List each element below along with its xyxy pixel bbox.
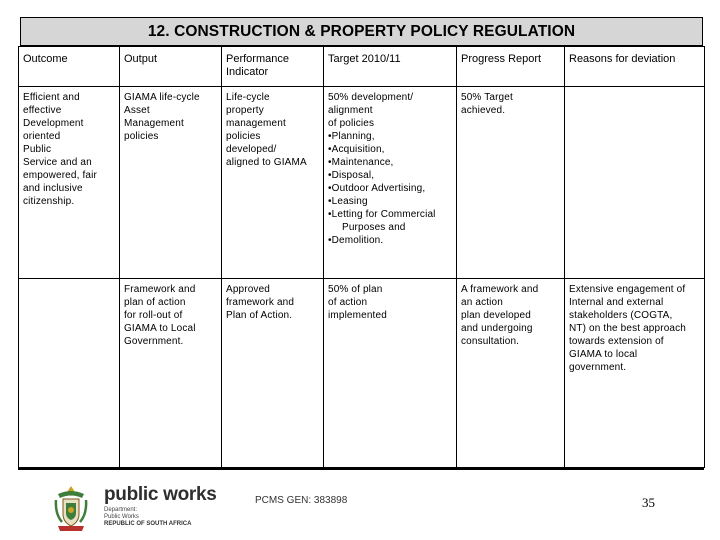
cell-text-line: aligned to GIAMA (226, 157, 307, 168)
cell-text-line: and inclusive (23, 183, 83, 194)
cell-text-line: Approved (226, 284, 271, 295)
cell-indicator (222, 87, 324, 279)
header-indicator-line: Performance (226, 53, 289, 65)
cell-text-line: Extensive engagement of (569, 284, 686, 295)
cell-text-line: plan developed (461, 310, 531, 321)
cell-progress (457, 87, 565, 279)
cell-text-line: and undergoing (461, 323, 533, 334)
cell-text-line: Management (124, 118, 184, 129)
cell-target (324, 87, 457, 279)
slide-title: 12. CONSTRUCTION & PROPERTY POLICY REGULATION (20, 17, 703, 46)
cell-text-line: Internal and external (569, 297, 664, 308)
header-row (19, 47, 705, 87)
cell-text-line: •Maintenance, (328, 157, 394, 168)
cell-text-line: •Demolition. (328, 235, 384, 246)
cell-text-line: property (226, 105, 264, 116)
cell-text-line: 50% Target (461, 92, 513, 103)
cell-text-line: developed/ (226, 144, 277, 155)
cell-output (120, 87, 222, 279)
table-row (19, 279, 705, 468)
cell-text-line: an action (461, 297, 503, 308)
cell-target (324, 279, 457, 468)
cell-text-line: A framework and (461, 284, 539, 295)
coat-of-arms-icon (52, 484, 90, 534)
header-target: Target 2010/11 (324, 47, 457, 87)
cell-text-line: Framework and (124, 284, 196, 295)
cell-text-line: GIAMA to local (569, 349, 638, 360)
cell-text-line: 50% development/ (328, 92, 414, 103)
logo-title: public works (104, 484, 217, 505)
cell-text-line: achieved. (461, 105, 506, 116)
cell-text-line: plan of action (124, 297, 186, 308)
cell-text-line: •Leasing (328, 196, 368, 207)
cell-text-line: •Outdoor Advertising, (328, 183, 426, 194)
footer-divider (18, 468, 704, 470)
cell-text-line: •Acquisition, (328, 144, 385, 155)
cell-text-line: Efficient and (23, 92, 80, 103)
cell-text-line: citizenship. (23, 196, 75, 207)
cell-text-line: •Planning, (328, 131, 375, 142)
cell-outcome (19, 279, 120, 468)
cell-text-line: government. (569, 362, 627, 373)
cell-output (120, 279, 222, 468)
header-outcome: Outcome (19, 47, 120, 87)
cell-text-line: oriented (23, 131, 61, 142)
cell-text-line: •Letting for Commercial (328, 209, 436, 220)
logo-country: REPUBLIC OF SOUTH AFRICA (104, 521, 192, 527)
cell-text-line: GIAMA to Local (124, 323, 196, 334)
cell-text-line: Purposes and (342, 222, 406, 233)
cell-text-line: Service and an (23, 157, 92, 168)
table-row (19, 87, 705, 279)
cell-text-line: policies (124, 131, 159, 142)
header-indicator (222, 47, 324, 87)
header-reasons: Reasons for deviation (565, 47, 705, 87)
cell-text-line: Public (23, 144, 52, 155)
cell-text-line: NT) on the best approach (569, 323, 686, 334)
cell-text-line: stakeholders (COGTA, (569, 310, 673, 321)
cell-text-line: alignment (328, 105, 373, 116)
cell-text-line: Asset (124, 105, 150, 116)
logo-sub-line: Department: (104, 507, 138, 513)
header-progress: Progress Report (457, 47, 565, 87)
policy-table (18, 46, 705, 468)
cell-text-line: empowered, fair (23, 170, 97, 181)
cell-progress (457, 279, 565, 468)
logo-department (104, 507, 217, 528)
cell-text-line: towards extension of (569, 336, 664, 347)
cell-text-line: framework and (226, 297, 295, 308)
cell-text-line: GIAMA life-cycle (124, 92, 200, 103)
header-indicator-line: Indicator (226, 66, 269, 78)
cell-text-line: Life-cycle (226, 92, 270, 103)
cell-text-line: Development (23, 118, 84, 129)
cell-text-line: effective (23, 105, 62, 116)
cell-text-line: for roll-out of (124, 310, 183, 321)
cell-text-line: 50% of plan (328, 284, 383, 295)
document-reference: PCMS GEN: 383898 (255, 495, 348, 506)
cell-text-line: •Disposal, (328, 170, 375, 181)
cell-indicator (222, 279, 324, 468)
cell-reasons (565, 87, 705, 279)
public-works-logo (104, 485, 217, 528)
footer (0, 468, 720, 540)
cell-reasons (565, 279, 705, 468)
cell-text-line: management (226, 118, 286, 129)
logo-sub-line: Public Works (104, 514, 139, 520)
cell-outcome (19, 87, 120, 279)
cell-text-line: implemented (328, 310, 387, 321)
page-number: 35 (642, 495, 655, 510)
cell-text-line: consultation. (461, 336, 520, 347)
cell-text-line: Government. (124, 336, 184, 347)
cell-text-line: of action (328, 297, 368, 308)
cell-text-line: Plan of Action. (226, 310, 293, 321)
header-output: Output (120, 47, 222, 87)
cell-text-line: policies (226, 131, 261, 142)
cell-text-line: of policies (328, 118, 375, 129)
